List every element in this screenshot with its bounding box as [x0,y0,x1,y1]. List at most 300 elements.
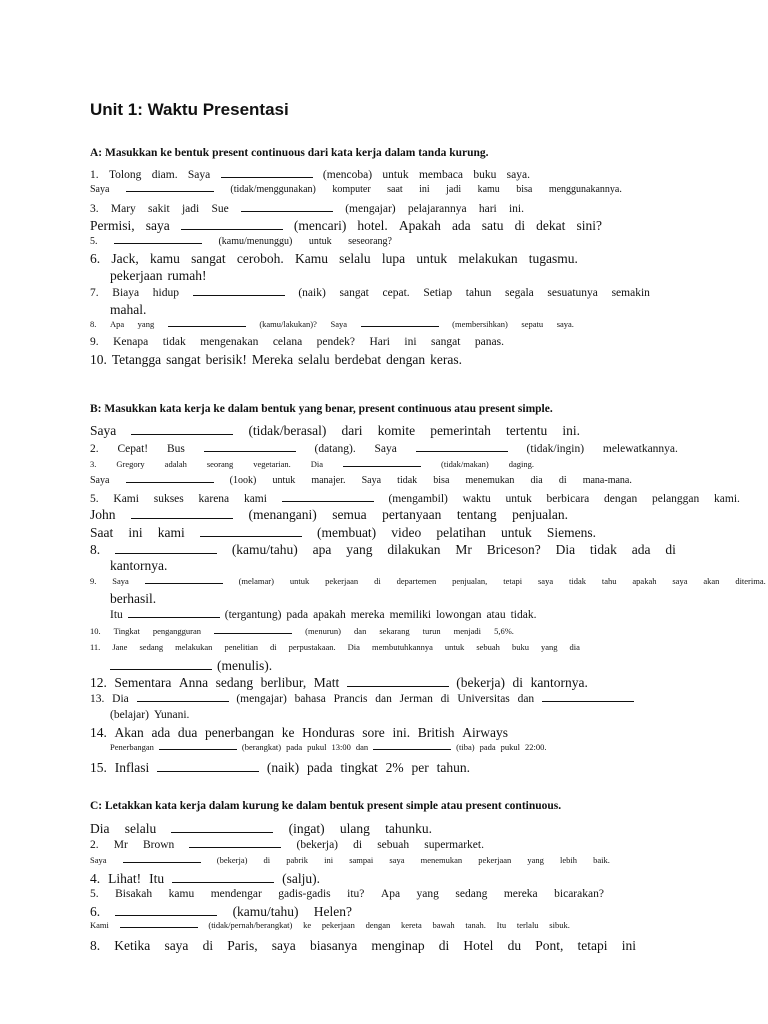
exercise-word: tahun. [436,760,470,775]
exercise-word: tidak [589,542,617,557]
exercise-word: (membersihkan) [452,319,508,329]
exercise-word: dua [177,725,198,740]
exercise-word: tidak. [510,609,537,622]
answer-blank[interactable] [137,692,229,702]
exercise-line [110,302,670,318]
exercise-line [90,855,610,865]
section-a-heading: A: Masukkan ke bentuk present continuous dari kata kerja dalam tanda kurung. [90,147,489,159]
exercise-line [90,838,484,851]
exercise-word: seorang [206,459,234,469]
exercise-line [90,352,650,368]
answer-blank[interactable] [159,742,237,750]
exercise-word: Pont, [535,938,564,953]
exercise-word: bisa [516,184,533,195]
exercise-word: Briceson? [486,542,541,557]
exercise-word: sepatu [521,319,544,329]
answer-blank[interactable] [128,608,220,618]
exercise-word: dan [375,693,392,706]
exercise-word: cepat. [382,287,410,300]
exercise-word: ada [151,725,171,740]
exercise-word: Airways [462,725,508,740]
answer-blank[interactable] [120,920,198,928]
exercise-word: (menangani) [248,507,317,522]
exercise-line [90,442,678,455]
exercise-word: Itu [110,609,123,622]
exercise-word: 4. [90,871,101,886]
exercise-word: penjualan. [512,507,568,522]
exercise-word: pabrik [286,855,308,865]
exercise-line [90,888,604,900]
exercise-word: Kami [90,920,109,930]
exercise-line [90,319,574,329]
exercise-word: komputer [332,184,371,195]
exercise-word: di [512,675,524,690]
exercise-word: Jane [112,642,128,652]
exercise-word: pendek? [316,336,355,348]
exercise-word: untuk [444,642,465,652]
exercise-word: Helen? [313,904,352,919]
exercise-word: tingkat [340,760,378,775]
exercise-word: (naik) [298,287,326,300]
exercise-word: (menurun) [305,626,341,636]
exercise-word: pelajarannya [407,203,467,216]
exercise-word: ini. [392,725,411,740]
exercise-word: saya. [506,169,530,182]
exercise-word: saya [389,855,405,865]
exercise-word: dekat [536,218,566,233]
exercise-word: tidak [397,475,418,486]
exercise-word: 8. [90,319,97,329]
exercise-word: (tiba) [456,742,475,752]
exercise-word: berisik! [205,352,247,367]
exercise-line [90,920,570,930]
exercise-word: 5. [90,236,98,247]
exercise-word: sedang [139,642,164,652]
exercise-word: penerbangan [205,725,275,740]
exercise-word: mahal. [110,302,147,317]
exercise-word: 22:00. [525,742,547,752]
answer-blank[interactable] [193,286,285,296]
exercise-word: adalah [164,459,187,469]
answer-blank[interactable] [282,492,374,502]
exercise-word: pada [479,742,496,752]
exercise-word: dan [355,742,369,752]
exercise-line [110,268,670,284]
exercise-word: untuk [272,475,296,486]
exercise-word: (mengajar) [345,203,396,216]
exercise-word: hotel. [357,218,388,233]
exercise-word: Gregory [116,459,145,469]
exercise-word: Sementara [114,675,172,690]
exercise-word: gadis-gadis [278,888,331,900]
exercise-line [90,286,650,299]
exercise-word: Penerbangan [110,742,154,752]
exercise-line [90,821,432,837]
exercise-word: melakukan [458,251,518,266]
exercise-word: 13:00 [331,742,351,752]
exercise-word: Apa [109,319,125,329]
exercise-word: pekerjaan [110,268,163,283]
exercise-word: menggunakannya. [548,184,622,195]
answer-blank[interactable] [126,474,214,483]
exercise-word: di [665,542,676,557]
exercise-word: yang [137,319,155,329]
exercise-word: keras. [430,352,462,367]
exercise-word: Dia [555,542,576,557]
answer-blank[interactable] [172,871,274,883]
exercise-word: menemukan [420,855,463,865]
answer-blank[interactable] [114,235,202,244]
exercise-word: Itu [149,871,165,886]
exercise-word: mana-mana. [582,475,632,486]
exercise-word: mendengar [210,888,262,900]
exercise-word: jadi [446,184,462,195]
exercise-word: (ingat) [288,821,325,836]
exercise-word: sebuah [476,642,500,652]
exercise-word: (bekerja) [216,855,248,865]
exercise-word: Apa [380,888,401,900]
exercise-word: Saya [90,184,110,195]
exercise-word: Bisakah [115,888,153,900]
exercise-word: Kamu [294,251,328,266]
exercise-word: manajer. [311,475,346,486]
exercise-word: saya [672,576,688,586]
exercise-word: Saya [361,475,382,486]
exercise-word: Apakah [398,218,441,233]
exercise-word: tanah. [465,920,486,930]
exercise-line [90,938,636,954]
answer-blank[interactable] [131,507,233,519]
exercise-line [90,692,634,705]
exercise-word: jadi [181,203,200,216]
exercise-word: dilakukan [387,542,441,557]
exercise-word: Saya [330,319,348,329]
answer-blank[interactable] [145,576,223,584]
exercise-word: bahasa [294,693,326,706]
answer-blank[interactable] [171,821,273,833]
exercise-word: (tidak/makan) [441,459,489,469]
exercise-word: 2. [90,443,99,456]
exercise-word: supermarket. [424,839,484,852]
exercise-word: menemukan [465,475,515,486]
exercise-word: lebih [560,855,578,865]
exercise-word: ceroboh. [236,251,284,266]
exercise-word: 10. [90,352,107,367]
exercise-word: 12. [90,675,107,690]
exercise-word: pekerjaan [478,855,512,865]
answer-blank[interactable] [181,218,283,230]
exercise-line [90,725,508,741]
exercise-word: Kami [113,493,139,506]
exercise-line [90,642,580,652]
exercise-word: karena [198,493,230,506]
exercise-line [90,576,766,586]
exercise-word: ke [303,920,312,930]
exercise-word: (menulis). [217,658,273,673]
exercise-line [90,202,524,215]
exercise-word: (tidak/menggunakan) [230,184,316,195]
exercise-word: rumah! [167,268,207,283]
exercise-word: kereta [400,920,422,930]
answer-blank[interactable] [168,319,246,327]
exercise-word: membaca [418,169,464,182]
exercise-word: (tergantung) [224,609,282,622]
exercise-word: Dia [347,642,360,652]
exercise-word: tertentu [506,423,548,438]
exercise-line [90,218,602,234]
exercise-word: Itu [496,920,507,930]
exercise-word: itu? [347,888,365,900]
exercise-word: di [263,855,271,865]
answer-blank[interactable] [542,692,634,702]
exercise-word: kami. [714,493,740,506]
answer-blank[interactable] [131,423,233,435]
exercise-word: sore [362,725,385,740]
exercise-word: komite [377,423,416,438]
exercise-line [90,474,632,486]
exercise-line [110,591,670,607]
exercise-word: mengenakan [200,336,259,348]
exercise-word: tahu [601,576,617,586]
exercise-word: (salju). [282,871,320,886]
exercise-word: dengan [365,920,391,930]
exercise-word: sedang [215,675,254,690]
exercise-word: tugasmu. [528,251,578,266]
exercise-word: 3. [90,203,99,216]
answer-blank[interactable] [189,838,281,848]
exercise-word: Hari [369,336,390,348]
exercise-word: 9. [90,576,97,586]
exercise-word: kamu [149,251,180,266]
exercise-word: Inflasi [114,760,150,775]
exercise-word: apakah [632,576,657,586]
exercise-word: tetapi [503,576,523,586]
answer-blank[interactable] [200,525,302,537]
exercise-word: pelatihan [436,525,486,540]
exercise-word: Dia [112,693,129,706]
exercise-word: Jack, [111,251,139,266]
exercise-word: sangat [191,251,226,266]
answer-blank[interactable] [343,459,421,467]
exercise-word: kantornya. [530,675,588,690]
answer-blank[interactable] [241,202,333,212]
exercise-word: (1ook) [229,475,257,486]
exercise-word: Biaya [112,287,140,300]
exercise-word: 13. [90,693,105,706]
exercise-line [90,168,530,181]
exercise-word: ini [419,184,430,195]
exercise-line [90,675,588,691]
exercise-word: dia [569,642,580,652]
exercise-word: Mr [455,542,472,557]
exercise-line [110,709,670,721]
exercise-word: tidak [162,336,186,348]
exercise-word: (kamu/tahu) [231,542,298,557]
exercise-word: berbicara [546,493,590,506]
exercise-line [90,459,534,469]
answer-blank[interactable] [214,626,292,634]
exercise-word: hari [478,203,497,216]
exercise-word: penjualan, [452,576,488,586]
exercise-line [90,423,580,439]
exercise-word: yang [416,888,439,900]
answer-blank[interactable] [361,319,439,327]
exercise-word: Jerman [399,693,433,706]
exercise-line [90,871,320,887]
exercise-word: Dia [310,459,324,469]
exercise-word: Bus [166,443,185,456]
exercise-word: sukses [153,493,184,506]
exercise-word: menjadi [453,626,482,636]
answer-blank[interactable] [221,168,313,178]
exercise-word: kantornya. [110,558,168,573]
exercise-word: ada [451,218,471,233]
exercise-word: sibuk. [549,920,570,930]
exercise-word: Setiap [423,287,453,300]
exercise-word: terlalu [516,920,539,930]
exercise-word: di [438,938,450,953]
exercise-line [110,608,670,621]
exercise-word: melakukan [175,642,213,652]
exercise-word: saya [164,938,189,953]
exercise-word: membutuhkannya [371,642,433,652]
exercise-word: Matt [313,675,340,690]
exercise-word: Sue [211,203,229,216]
answer-blank[interactable] [110,658,212,670]
answer-blank[interactable] [347,675,449,687]
exercise-line [90,542,676,558]
exercise-word: 6. [90,904,101,919]
exercise-line [90,525,596,541]
exercise-word: pekerjaan [321,920,355,930]
answer-blank[interactable] [115,904,217,916]
exercise-word: (kamu/lakukan)? [259,319,317,329]
exercise-word: 15. [90,760,107,775]
exercise-word: berlibur, [260,675,307,690]
exercise-word: sampai [349,855,374,865]
exercise-word: selalu [124,821,157,836]
exercise-word: dengan [604,493,638,506]
answer-blank[interactable] [126,183,214,192]
exercise-word: hidup [152,287,179,300]
exercise-word: (datang). [314,443,356,456]
exercise-word: celana [272,336,303,348]
exercise-word: (membuat) [316,525,377,540]
exercise-word: Saya [187,169,211,182]
exercise-word: tahun [465,287,492,300]
answer-blank[interactable] [115,542,217,554]
exercise-word: turun [422,626,441,636]
exercise-word: ini [621,938,636,953]
exercise-word: Saya [112,576,129,586]
exercise-line [110,742,670,752]
exercise-word: bawah [432,920,455,930]
exercise-word: Saya [374,443,397,456]
exercise-word: pada [306,760,333,775]
exercise-word: melewatkannya. [602,443,678,456]
exercise-line [90,626,514,636]
section-b-heading: B: Masukkan kata kerja ke dalam bentuk yang benar, present continuous atau present simple. [90,403,553,415]
page-title: Unit 1: Waktu Presentasi [90,100,289,119]
exercise-word: mereka [503,888,538,900]
answer-blank[interactable] [416,442,508,452]
exercise-word: ini. [508,203,524,216]
answer-blank[interactable] [157,760,259,772]
exercise-word: untuk [289,576,310,586]
exercise-word: buku [511,642,529,652]
exercise-word: tidak [568,576,586,586]
exercise-word: sedang [455,888,488,900]
exercise-word: untuk [382,169,409,182]
exercise-word: Yunani. [153,709,190,721]
exercise-word: Saya [90,475,110,486]
exercise-word: Prancis [333,693,368,706]
exercise-word: Mereka [251,352,294,367]
exercise-word: waktu [462,493,491,506]
exercise-word: 5. [90,888,99,900]
exercise-word: Anna [178,675,209,690]
exercise-word: Siemens. [546,525,596,540]
exercise-word: mereka [350,609,385,622]
answer-blank[interactable] [373,742,451,750]
exercise-word: (naik) [266,760,300,775]
exercise-word: saya [537,576,554,586]
exercise-line [90,760,470,776]
exercise-word: dan [517,693,535,706]
exercise-word: British [417,725,455,740]
exercise-word: dengan [386,352,426,367]
exercise-word: tahunku. [385,821,432,836]
exercise-word: diam. [151,169,178,182]
answer-blank[interactable] [123,855,201,863]
exercise-word: Tingkat [113,626,140,636]
exercise-word: pukul [307,742,327,752]
exercise-word: sesuatunya [547,287,598,300]
exercise-word: 10. [90,626,101,636]
exercise-word: daging. [508,459,534,469]
exercise-word: (bekerja) [296,839,338,852]
exercise-word: seseorang? [348,236,392,247]
exercise-line [90,507,568,523]
exercise-word: Honduras [302,725,355,740]
exercise-word: di [270,642,277,652]
exercise-word: kami [157,525,185,540]
exercise-word: Permisi, [90,218,135,233]
exercise-word: buku [473,169,497,182]
exercise-word: Ketika [114,938,151,953]
exercise-word: ke [281,725,295,740]
exercise-word: 6. [90,251,101,266]
exercise-word: Paris, [227,938,258,953]
exercise-word: departemen [396,576,437,586]
exercise-word: ini [324,855,334,865]
exercise-word: atau [486,609,506,622]
exercise-word: lupa [381,251,406,266]
exercise-word: 7. [90,287,99,300]
exercise-line [110,658,670,674]
exercise-word: untuk [501,525,532,540]
exercise-line [110,558,670,574]
answer-blank[interactable] [204,442,296,452]
exercise-word: untuk [505,493,532,506]
exercise-word: sekarang [379,626,410,636]
exercise-word: pertanyaan [382,507,442,522]
exercise-word: (melamar) [238,576,274,586]
exercise-word: Lihat! [108,871,142,886]
exercise-word: penelitian [224,642,258,652]
exercise-word: sakit [148,203,170,216]
exercise-word: bicarakan? [554,888,604,900]
